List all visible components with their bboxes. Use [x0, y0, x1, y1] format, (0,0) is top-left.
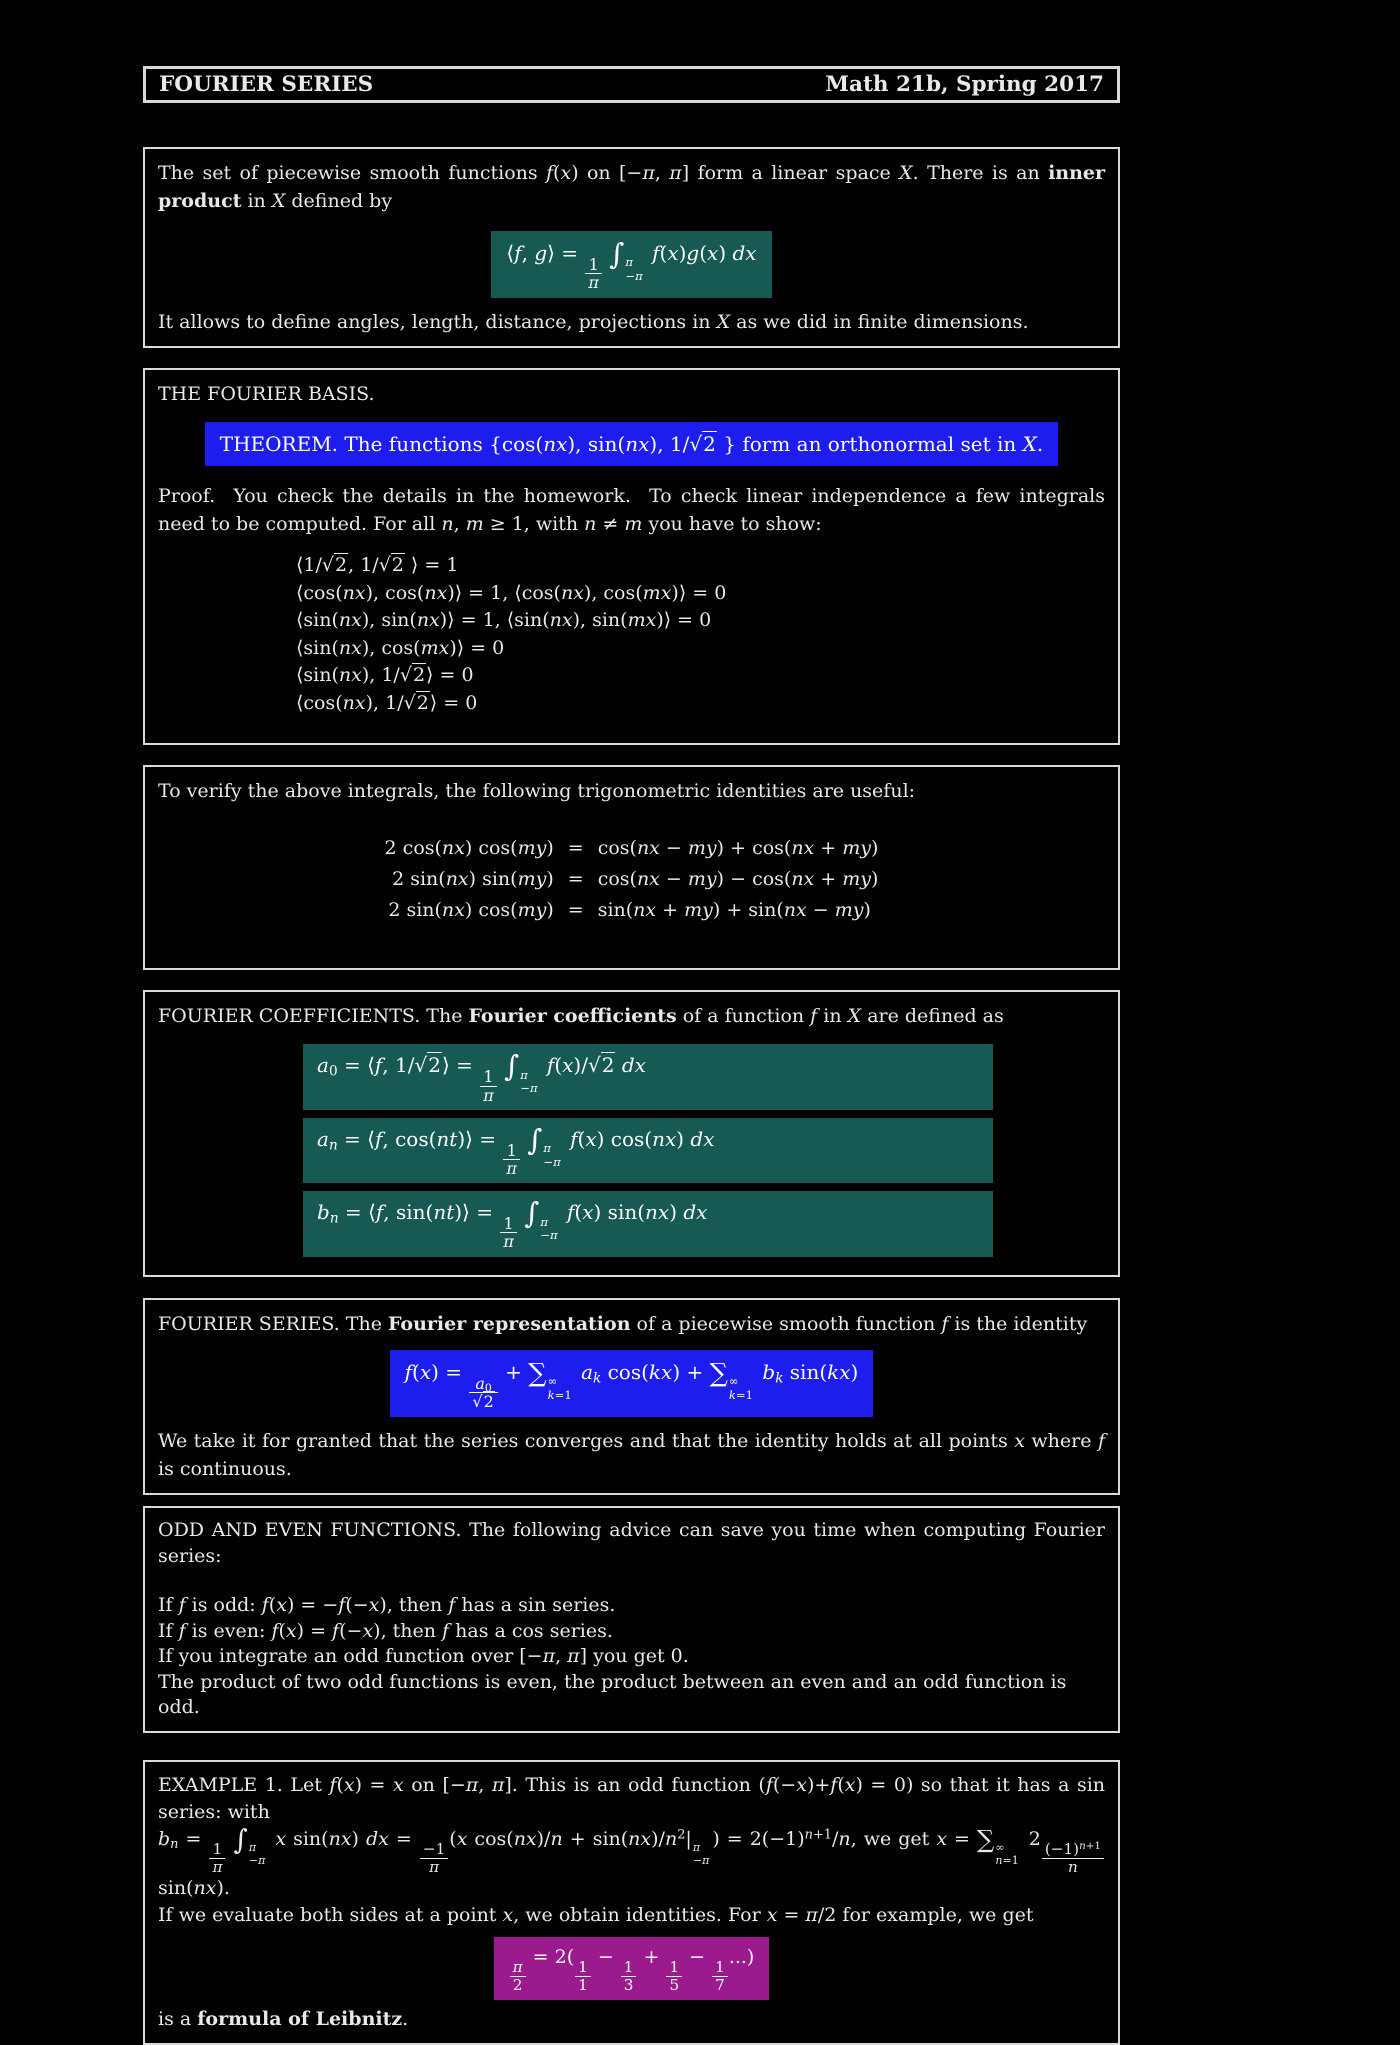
- example-line: If we evaluate both sides at a point x, we obtain identities. For x = π/2 for example, we get: [158, 1903, 1034, 1926]
- example-line: $b_n$ = $\frac{1}{\pi}$ ∫ π −π x sin(nx) dx = $\frac{-1}{\pi}$ (x $\cos(nx)/n + \sin(nx)/n^2|$ π −π ) = $2(-1)^{n+1}/n$, we get x = ∑ ∞ n=1 2 $\frac{(-1)^{n+1}}{n}$ sin(nx).: [158, 1826, 1105, 1902]
- course-label: Math 21b, Spring 2017: [825, 71, 1104, 97]
- proof-paragraph: Proof. You check the details in the homework. To check linear independence a few integrals need to be computed. For all n, m ≥ 1, with n ≠ m you have to show:: [158, 485, 1105, 536]
- coefficient-formulas: [303, 1044, 1105, 1256]
- series-formula-row: [158, 1350, 1105, 1417]
- equals-sign: =: [567, 837, 584, 860]
- series-heading: FOURIER SERIES. The Fourier representation of a piecewise smooth function f is the identity: [158, 1312, 1088, 1335]
- identity-lhs: 2 cos(nx) cos(my): [384, 837, 554, 860]
- equation-line: ⟨cos(nx), 1/√2⟩ = 0: [296, 691, 478, 714]
- identity-row: [385, 896, 879, 924]
- equation-line: ⟨sin(nx), cos(mx)⟩ = 0: [296, 636, 505, 659]
- theorem-statement: THEOREM. The functions {cos(nx), sin(nx), 1/√2 } form an orthonormal set in X.: [205, 422, 1058, 466]
- section-fourier-series: [143, 1298, 1120, 1495]
- advice-line: The product of two odd functions is even, the product between an even and an odd function is odd.: [158, 1670, 1067, 1719]
- bn-formula: $b_n$ = ⟨f, sin(nt)⟩ = $\frac{1}{\pi}$ ∫ π −π f(x) sin(nx) dx: [303, 1191, 993, 1256]
- section-trig-identities: [143, 765, 1120, 970]
- identity-row: [385, 834, 879, 862]
- an-formula: $a_n$ = ⟨f, cos(nt)⟩ = $\frac{1}{\pi}$ ∫ π −π f(x) cos(nx) dx: [303, 1118, 993, 1183]
- example-footer: is a formula of Leibnitz.: [158, 2008, 409, 2031]
- inner-product-formula: ⟨f, g⟩ = $\frac{1}{\pi}$ ∫ π −π f(x)g(x) dx: [491, 231, 771, 298]
- example-line: EXAMPLE 1. Let f(x) = x on [−π, π]. This is an odd function (f(−x)+f(x) = 0) so that it has a sin series: with: [158, 1773, 1106, 1823]
- section-fourier-coefficients: [143, 990, 1120, 1276]
- identities-intro: To verify the above integrals, the following trigonometric identities are useful:: [158, 780, 916, 803]
- section-fourier-basis: [143, 368, 1120, 745]
- intro-paragraph: The set of piecewise smooth functions f(x) on [−π, π] form a linear space X. There is an inner product in X defined by: [158, 162, 1106, 212]
- advice-line: If f is odd: f(x) = −f(−x), then f has a sin series.: [158, 1594, 616, 1617]
- equation-line: ⟨sin(nx), sin(nx)⟩ = 1, ⟨sin(nx), sin(mx)⟩ = 0: [296, 609, 712, 632]
- doc-title: FOURIER SERIES: [159, 71, 374, 97]
- equals-sign: =: [567, 868, 584, 891]
- leibnitz-formula-row: [158, 1937, 1105, 2000]
- section-example-1: [143, 1760, 1120, 2045]
- identity-rhs: sin(nx + my) + sin(nx − my): [597, 899, 871, 922]
- basis-heading: THE FOURIER BASIS.: [158, 383, 375, 406]
- advice-line: If f is even: f(x) = f(−x), then f has a cos series.: [158, 1619, 613, 1642]
- equals-sign: =: [567, 899, 584, 922]
- identity-row: [385, 865, 879, 893]
- section-inner-product: [143, 147, 1120, 348]
- a0-formula: $a_0$ = ⟨f, 1/√2⟩ = $\frac{1}{\pi}$ ∫ π −π f(x)/√2 dx: [303, 1044, 993, 1109]
- identity-lhs: 2 sin(nx) sin(my): [392, 868, 554, 891]
- fourier-series-formula: f(x) = $\frac{a_0}{√2}$ + ∑ ∞ k=1 $a_k$ cos(kx) + ∑ ∞ k=1 $b_k$ sin(kx): [390, 1350, 874, 1417]
- identities-table: [371, 831, 893, 927]
- identity-lhs: 2 sin(nx) cos(my): [388, 899, 554, 922]
- leibnitz-formula: $\frac{\pi}{2}$ = 2( $\frac{1}{1}$ − $\frac{1}{3}$ + $\frac{1}{5}$ − $\frac{1}{7}$ ...): [494, 1937, 770, 2000]
- inner-product-formula-row: [158, 231, 1105, 298]
- advice-line: If you integrate an odd function over [−π, π] you get 0.: [158, 1645, 689, 1668]
- header: [143, 66, 1120, 103]
- odd-even-heading: ODD AND EVEN FUNCTIONS. The following advice can save you time when computing Fourier series:: [158, 1519, 1105, 1567]
- equation-line: ⟨cos(nx), cos(nx)⟩ = 1, ⟨cos(nx), cos(mx)⟩ = 0: [296, 581, 727, 604]
- identity-rhs: cos(nx − my) − cos(nx + my): [597, 868, 879, 891]
- theorem-row: [158, 422, 1105, 466]
- equation-line: ⟨1/√2, 1/√2 ⟩ = 1: [296, 554, 459, 577]
- identity-rhs: cos(nx − my) + cos(nx + my): [597, 837, 879, 860]
- orthonormality-equations: [296, 552, 1105, 717]
- section-odd-even-functions: [143, 1506, 1120, 1733]
- equation-line: ⟨sin(nx), 1/√2⟩ = 0: [296, 664, 474, 687]
- coefficients-heading: FOURIER COEFFICIENTS. The Fourier coefficients of a function f in X are defined as: [158, 1005, 1004, 1028]
- intro-footer: It allows to define angles, length, distance, projections in X as we did in finite dimensions.: [158, 311, 1029, 334]
- series-note: We take it for granted that the series converges and that the identity holds at all points x where f is continuous.: [158, 1430, 1105, 1481]
